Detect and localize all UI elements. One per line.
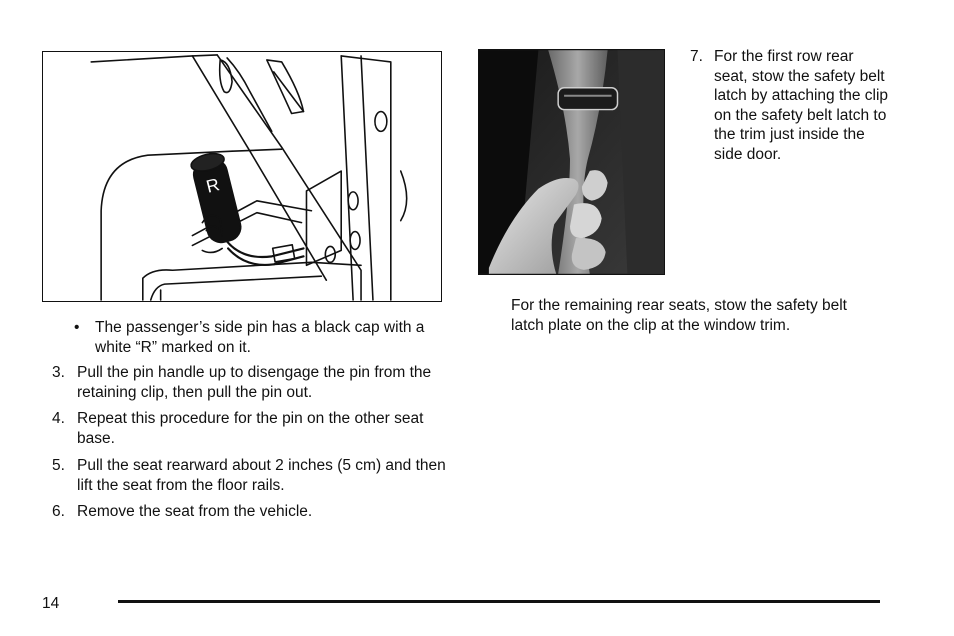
step-text: Pull the seat rearward about 2 inches (5 cm) and then lift the seat from the floor rails. bbox=[77, 457, 446, 494]
cap-letter: R bbox=[204, 174, 222, 197]
bullet-text: The passenger’s side pin has a black cap with a white “R” marked on it. bbox=[95, 319, 425, 356]
seat-pin-illustration bbox=[42, 51, 442, 302]
step-number: 4. bbox=[52, 410, 65, 427]
footer-rule bbox=[118, 600, 880, 603]
bullet-item bbox=[74, 318, 454, 357]
step-item bbox=[690, 47, 890, 164]
step-text: For the first row rear seat, stow the safety belt latch by attaching the clip on the safety belt latch to the trim just inside the side door. bbox=[714, 48, 889, 163]
belt-latch-photo bbox=[478, 49, 665, 275]
step-item bbox=[52, 456, 452, 495]
page-number: 14 bbox=[42, 595, 60, 612]
step-number: 3. bbox=[52, 364, 65, 381]
step-item bbox=[52, 502, 452, 522]
step-item bbox=[52, 409, 452, 448]
step-text: Repeat this procedure for the pin on the other seat base. bbox=[77, 410, 424, 447]
bullet-marker: • bbox=[74, 319, 80, 336]
step-text: Pull the pin handle up to disengage the pin from the retaining clip, then pull the pin out. bbox=[77, 364, 432, 401]
step-item bbox=[52, 363, 452, 402]
step-number: 5. bbox=[52, 457, 65, 474]
step-number: 6. bbox=[52, 503, 65, 520]
step-number: 7. bbox=[690, 48, 703, 65]
step-text: Remove the seat from the vehicle. bbox=[77, 503, 313, 520]
body-paragraph: For the remaining rear seats, stow the safety belt latch plate on the clip at the window trim. bbox=[511, 297, 847, 334]
